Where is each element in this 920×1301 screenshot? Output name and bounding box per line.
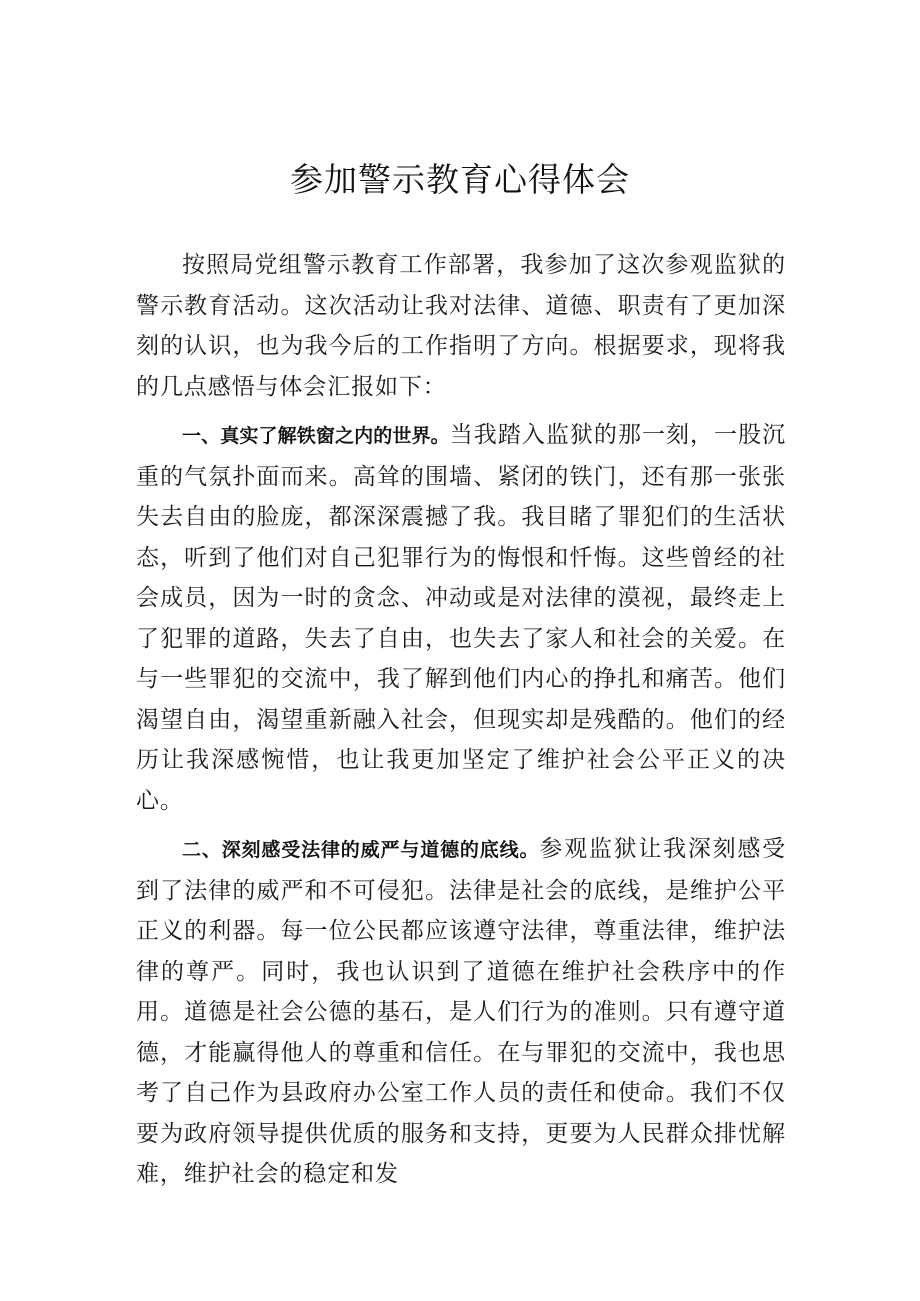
paragraph-intro [136, 245, 786, 407]
paragraph-section-1 [136, 415, 786, 821]
paragraph-text: 当我踏入监狱的那一刻，一股沉重的气氛扑面而来。高耸的围墙、紧闭的铁门，还有那一张张失去自由的脸庞，都深深震撼了我。我目睹了罪犯们的生活状态，听到了他们对自己犯罪行为的悔恨和忏悔。这些曾经的社会成员，因为一时的贪念、冲动或是对法律的漠视，最终走上了犯罪的道路，失去了自由，也失去了家人和社会的关爱。在与一些罪犯的交流中，我了解到他们内心的挣扎和痛苦。他们渴望自由，渴望重新融入社会，但现实却是残酷的。他们的经历让我深感惋惜，也让我更加坚定了维护社会公平正义的决心。 [136, 422, 786, 814]
document-title: 参加警示教育心得体会 [290, 160, 630, 199]
document-body [136, 245, 786, 1203]
paragraph-section-2 [136, 829, 786, 1195]
paragraph-text: 参观监狱让我深刻感受到了法律的威严和不可侵犯。法律是社会的底线，是维护公平正义的利器。每一位公民都应该遵守法律，尊重法律，维护法律的尊严。同时，我也认识到了道德在维护社会秩序中的作用。道德是社会公德的基石，是人们行为的准则。只有遵守道德，才能赢得他人的尊重和信任。在与罪犯的交流中，我也思考了自己作为县政府办公室工作人员的责任和使命。我们不仅要为政府领导提供优质的服务和支持，更要为人民群众排忧解难，维护社会的稳定和发 [136, 836, 786, 1187]
section-heading: 二、深刻感受法律的威严与道德的底线。 [182, 839, 540, 861]
paragraph-text: 按照局党组警示教育工作部署，我参加了这次参观监狱的警示教育活动。这次活动让我对法律、道德、职责有了更加深刻的认识，也为我今后的工作指明了方向。根据要求，现将我的几点感悟与体会汇报如下： [136, 252, 786, 400]
section-heading: 一、真实了解铁窗之内的世界。 [182, 425, 450, 447]
